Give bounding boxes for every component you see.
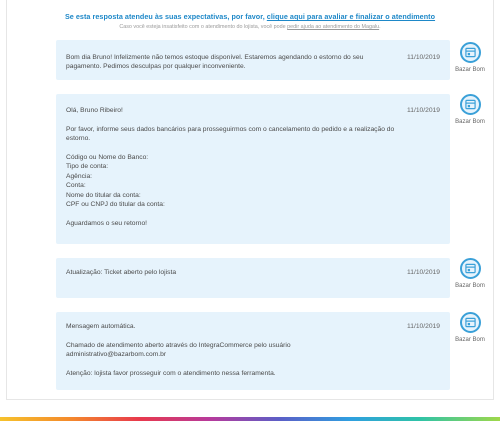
message-date: 11/10/2019 <box>407 107 440 114</box>
sender-name: Bazar Bom <box>455 283 485 289</box>
sender-name: Bazar Bom <box>455 67 485 73</box>
message-bubble <box>56 40 450 80</box>
message-date: 11/10/2019 <box>407 323 440 330</box>
message-date: 11/10/2019 <box>407 269 440 276</box>
rate-and-close-link[interactable]: clique aqui para avaliar e finalizar o atendimento <box>266 12 436 21</box>
message-bubble <box>56 258 450 298</box>
feedback-subtext: Caso você esteja insatisfeito com o atendimento do lojista, você pode pedir ajuda ao atendimento do Magalu. <box>119 24 381 30</box>
message-text: Bom dia Bruno! Infelizmente não temos estoque disponível. Estaremos agendando o estorno do seu pagamento. Pedimos desculpas por qualquer inconveniente. <box>66 54 364 71</box>
message-text: Olá, Bruno Ribeiro! Por favor, informe seus dados bancários para prosseguirmos com o cancelamento do pedido e a realização do estorno. Código ou Nome do Banco: Tipo de conta: Agência: Conta: Nome do titular da conta: CPF ou CNPJ do titular da conta: Aguardamos o seu retorno! <box>66 107 395 227</box>
store-icon <box>460 258 481 279</box>
sender-name: Bazar Bom <box>455 119 485 125</box>
footer-color-bar <box>0 417 500 421</box>
sender-avatar <box>455 94 485 125</box>
sender-name: Bazar Bom <box>455 337 485 343</box>
sender-avatar <box>455 42 485 73</box>
message-date: 11/10/2019 <box>407 54 440 61</box>
sender-avatar <box>455 258 485 289</box>
message-text: Mensagem automática. Chamado de atendimento aberto através do IntegraCommerce pelo usuário administrativo@bazarbom.com.br Atenção: lojista favor prosseguir com o atendimento nessa ferramenta. <box>66 323 291 378</box>
message-bubble <box>56 94 450 244</box>
message-bubble <box>56 312 450 390</box>
store-icon <box>460 312 481 333</box>
feedback-banner <box>0 12 500 30</box>
feedback-prompt: Se esta resposta atendeu às suas expectativas, por favor, clique aqui para avaliar e finalizar o atendimento <box>64 12 436 21</box>
message-text: Atualização: Ticket aberto pelo lojista <box>66 269 177 276</box>
store-icon <box>460 42 481 63</box>
store-icon <box>460 94 481 115</box>
sender-avatar <box>455 312 485 343</box>
ask-magalu-help-link[interactable]: pedir ajuda ao atendimento do Magalu <box>287 24 380 30</box>
